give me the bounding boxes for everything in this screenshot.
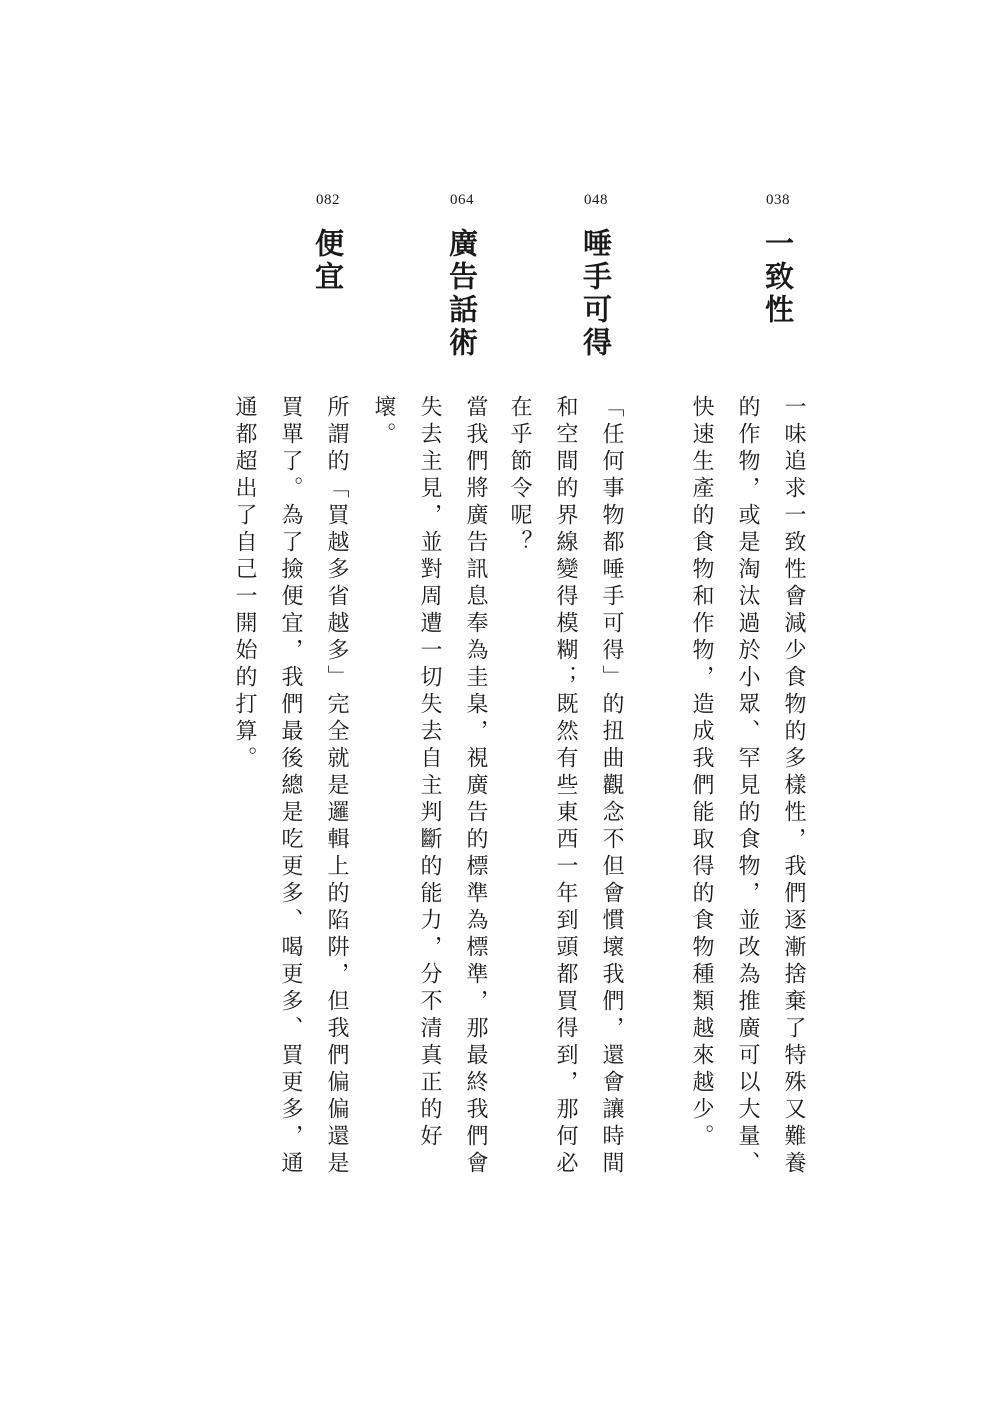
page-number: 082 xyxy=(316,192,340,208)
chapter-title: 唾手可得 xyxy=(579,228,613,360)
page-number: 064 xyxy=(450,192,474,208)
chapter-summary: 「任何事物都唾手可得」的扭曲觀念不但會慣壞我們，還會讓時間和空間的界線變得模糊；既然有些東西一年到頭都買得到，那何必在乎節令呢？ xyxy=(507,395,624,1178)
chapter-summary: 一味追求一致性會減少食物的多樣性，我們逐漸捨棄了特殊又難養的作物，或是淘汰過於小眾、罕見的食物，並改為推廣可以大量、快速生產的食物和作物，造成我們能取得的食物種類越來越少。 xyxy=(689,395,806,1178)
chapter-title: 便宜 xyxy=(311,228,345,294)
page-number: 048 xyxy=(584,192,608,208)
chapter-summary: 所謂的「買越多省越多」完全就是邏輯上的陷阱，但我們偏偏還是買單了。為了撿便宜，我們最後總是吃更多、喝更多、買更多，通通都超出了自己一開始的打算。 xyxy=(232,395,349,1178)
chapter-title: 廣告話術 xyxy=(445,228,479,360)
chapter-summary: 當我們將廣告訊息奉為圭臬，視廣告的標準為標準，那最終我們會失去主見，並對周遭一切失去自主判斷的能力，分不清真正的好壞。 xyxy=(371,395,488,1178)
page-number: 038 xyxy=(766,192,790,208)
chapter-title: 一致性 xyxy=(761,228,795,327)
